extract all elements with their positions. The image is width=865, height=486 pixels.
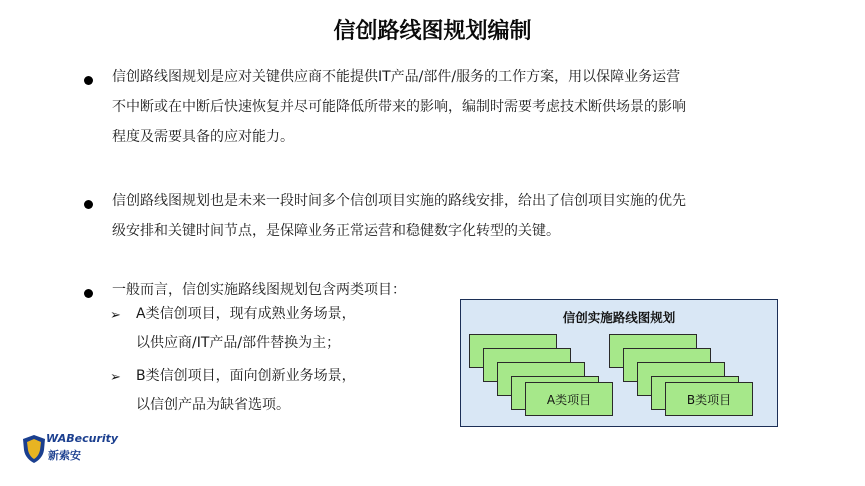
bullet-dot-icon: [84, 76, 93, 85]
shield-icon: [22, 434, 46, 464]
bullet-2-line-1: 信创路线图规划也是未来一段时间多个信创项目实施的路线安排，给出了信创项目实施的优先: [112, 193, 686, 209]
sub-item-a-line-2: 以供应商/IT产品/部件替换为主；: [136, 335, 341, 351]
bullet-dot-icon: [84, 289, 93, 298]
bullet-1-line-3: 程度及需要具备的应对能力。: [112, 129, 294, 145]
logo-text-bottom: 新索安: [48, 449, 81, 462]
sub-item-a-line-1: A类信创项目，现有成熟业务场景，: [136, 306, 356, 322]
roadmap-diagram: [460, 299, 778, 427]
bullet-2-line-2: 级安排和关键时间节点，是保障业务正常运营和稳健数字化转型的关键。: [112, 223, 560, 239]
bullet-2-text: [112, 186, 782, 246]
company-logo: [22, 432, 119, 468]
diagram-title: 信创实施路线图规划: [562, 310, 676, 325]
bullet-1-line-2: 不中断或在中断后快速恢复并尽可能降低所带来的影响，编制时需要考虑技术断供场景的影响: [112, 99, 686, 115]
logo-text-top: WABecurity: [46, 432, 119, 445]
sub-item-b-line-2: 以信创产品为缺省选项。: [136, 397, 290, 413]
stack-b-front-card: [665, 382, 753, 416]
bullet-1-text: [112, 62, 782, 152]
stack-b-label: B类项目: [686, 392, 732, 407]
stack-a-label: A类项目: [546, 392, 592, 407]
bullet-1-line-1: 信创路线图规划是应对关键供应商不能提供IT产品/部件/服务的工作方案，用以保障业务运营: [112, 69, 681, 85]
bullet-3-line-1: 一般而言，信创实施路线图规划包含两类项目：: [112, 282, 406, 298]
bullet-dot-icon: [84, 200, 93, 209]
arrow-bullet-icon: ➢: [110, 308, 121, 323]
arrow-bullet-icon: ➢: [110, 370, 121, 385]
page-title: 信创路线图规划编制: [333, 19, 532, 44]
sub-item-b-line-1: B类信创项目，面向创新业务场景，: [136, 368, 356, 384]
stack-a-front-card: [525, 382, 613, 416]
